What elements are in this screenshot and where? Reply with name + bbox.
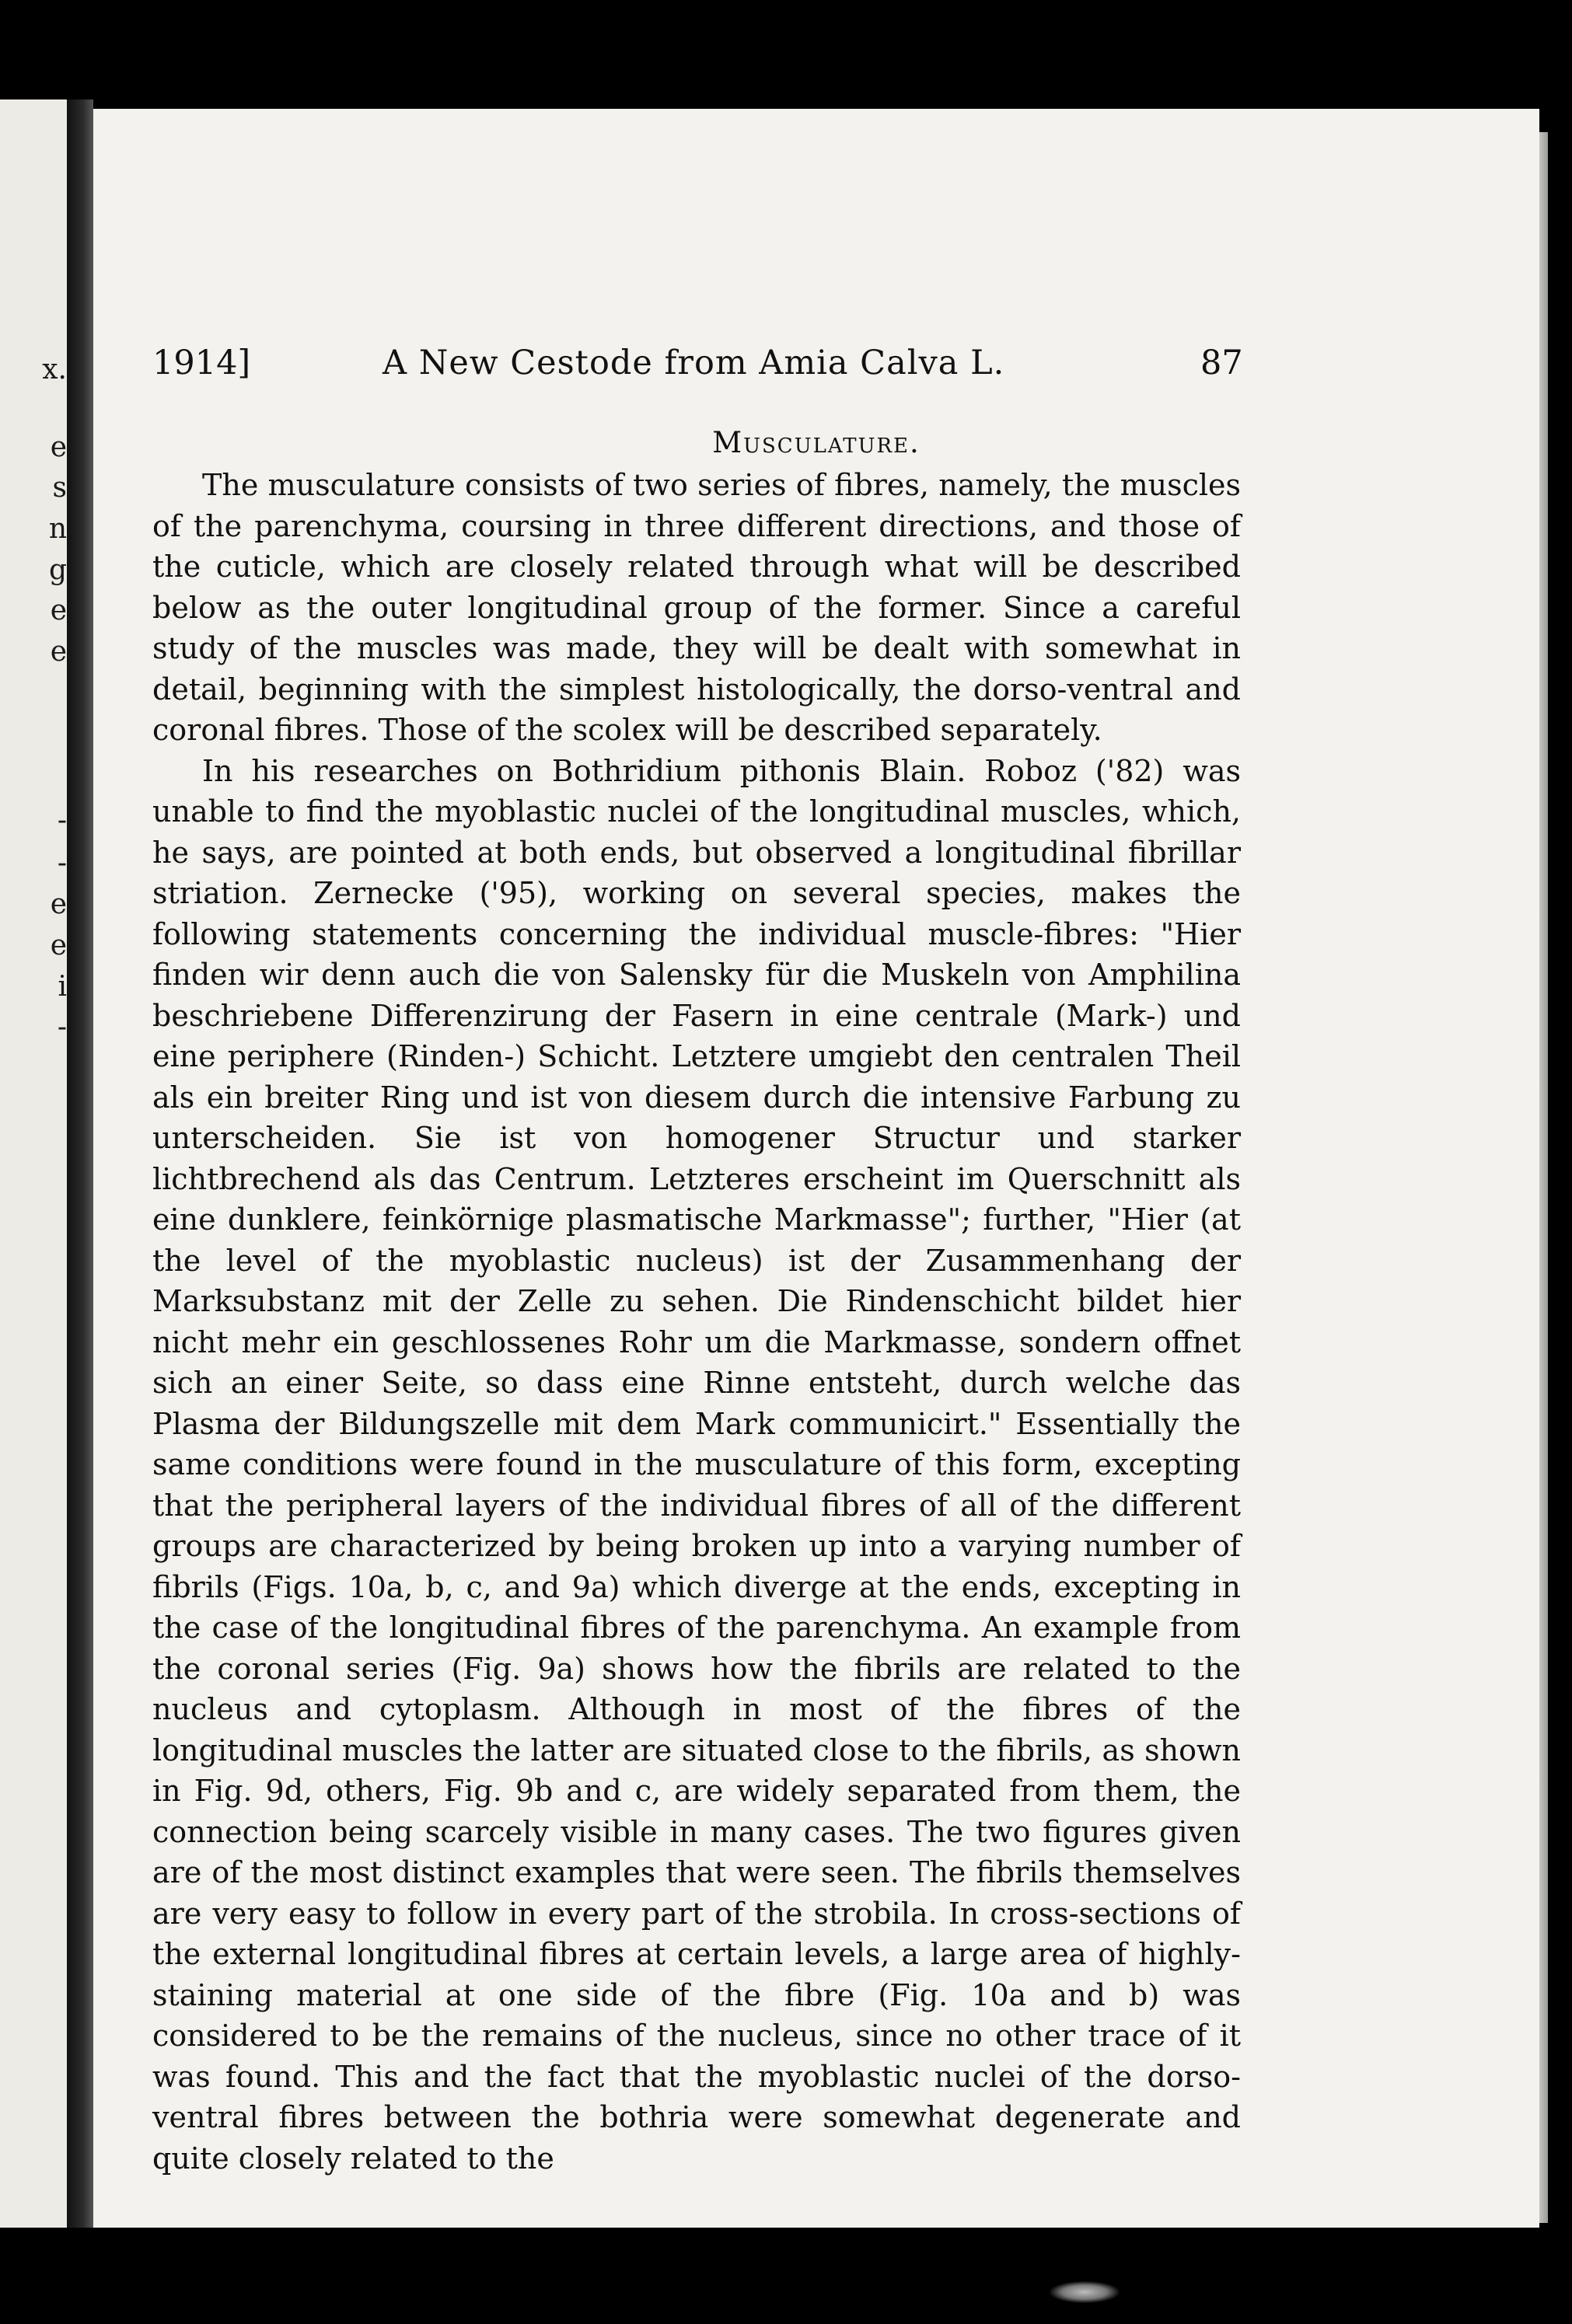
paragraph: In his researches on Bothridium pithonis Blain. Roboz ('82) was unable to find the myoblastic nuclei of the longitudinal muscles, which, he says, are pointed at both ends, but observed a longitudinal fibrillar striation. Zernecke ('95), working on several species, makes the following statements concerning the individual muscle-fibres: "Hier finden wir denn auch die von Salensky für die Muskeln von Amphilina beschriebene Differenzirung der Fasern in eine centrale (Mark-) und eine periphere (Rinden-) Schicht. Letztere umgiebt den centralen Theil als ein breiter Ring und ist von diesem durch die intensive Farbung zu unterscheiden. Sie ist von homogener Structur und starker lichtbrechend als das Centrum. Letzteres erscheint im Querschnitt als eine dunklere, feinkörnige plasmatische Markmasse"; further, "Hier (at the level of the myoblastic nucleus) ist der Zusammenhang der Marksubstanz mit der Zelle zu sehen. Die Rindenschicht bildet hier nicht mehr ein geschlossenes Rohr um die Markmasse, sondern offnet sich an einer Seite, so dass eine Rinne entsteht, durch welche das Plasma der Bildungszelle mit dem Mark communicirt." Essentially the same conditions were found in the musculature of this form, excepting that the peripheral layers of the individual fibres of all of the different groups are characterized by being broken up into a varying number of fibrils (Figs. 10a, b, c, and 9a) which diverge at the ends, excepting in the case of the longitudinal fibres of the parenchyma. An example from the coronal series (Fig. 9a) shows how the fibrils are related to the nucleus and cytoplasm. Although in most of the fibres of the longitudinal muscles the latter are situated close to the fibrils, as shown in Fig. 9d, others, Fig. 9b and c, are widely separated from them, the connection being scarcely visible in many cases. The two figures given are of the most distinct examples that were seen. The fibrils themselves are very easy to follow in every part of the strobila. In cross-sections of the external longitudinal fibres at certain levels, a large area of highly-staining material at one side of the fibre (Fig. 10a and b) was considered to be the remains of the nucleus, since no other trace of it was found. This and the fact that the myoblastic nuclei of the dorso-ventral fibres between the bothria were somewhat degenerate and quite closely related to the bbox=[152, 753, 1241, 2176]
facing-page-fragment: s bbox=[52, 472, 67, 504]
facing-page-fragment: e bbox=[50, 930, 67, 961]
facing-page-fragment: e bbox=[50, 888, 67, 920]
scan-artifact bbox=[1050, 2281, 1120, 2303]
facing-page-fragment: - bbox=[57, 804, 67, 836]
facing-page-fragment: n bbox=[48, 513, 67, 545]
facing-page-fragment: e bbox=[50, 595, 67, 626]
facing-page-fragment: - bbox=[57, 847, 67, 879]
facing-page-fragment: - bbox=[57, 1011, 67, 1043]
paragraph: The musculature consists of two series of fibres, namely, the muscles of the parenchyma, coursing in three different directions, and those of the cuticle, which are closely related through what will be described below as the outer longitudinal group of the former. Since a careful study of the muscles was made, they will be dealt with somewhat in detail, beginning with the simplest histologically, the dorso-ventral and coronal fibres. Those of the scolex will be described separately. bbox=[152, 468, 1241, 747]
body-text bbox=[152, 465, 1241, 2179]
book-page bbox=[93, 109, 1539, 2228]
facing-page-fragment: i bbox=[58, 971, 67, 1003]
header-year: 1914] bbox=[152, 344, 251, 382]
facing-page-edge bbox=[0, 99, 67, 2228]
running-header bbox=[93, 344, 1539, 390]
facing-page-fragment: g bbox=[48, 554, 67, 586]
page-number: 87 bbox=[1200, 344, 1243, 382]
section-heading: Musculature. bbox=[712, 426, 920, 459]
facing-page-fragment: x. bbox=[42, 354, 67, 386]
header-title: A New Cestode from Amia Calva L. bbox=[383, 344, 1005, 382]
book-gutter bbox=[67, 99, 93, 2228]
facing-page-fragment: e bbox=[50, 636, 67, 668]
facing-page-fragment: e bbox=[50, 431, 67, 463]
